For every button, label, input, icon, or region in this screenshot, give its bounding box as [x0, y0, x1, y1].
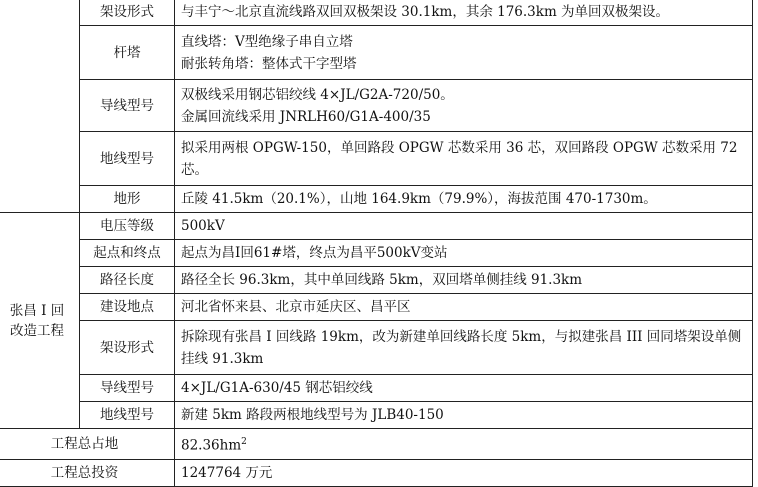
row-value: 河北省怀来县、北京市延庆区、昌平区 — [175, 294, 753, 321]
row-value: 新建 5km 路段两根地线型号为 JLB40-150 — [175, 402, 753, 429]
row-label: 导线型号 — [80, 80, 175, 132]
row-value: 路径全长 96.3km，其中单回线路 5km，双回塔单侧挂线 91.3km — [175, 267, 753, 294]
row-label: 架设形式 — [80, 0, 175, 26]
table-row — [0, 459, 753, 486]
row-label: 架设形式 — [80, 321, 175, 375]
summary-label: 工程总占地 — [0, 429, 175, 460]
row-label: 地线型号 — [80, 132, 175, 186]
row-value: 起点为昌Ⅰ回61#塔，终点为昌平500kV变站 — [175, 240, 753, 267]
row-value: 双极线采用钢芯铝绞线 4×JL/G2A-720/50。 金属回流线采用 JNRLH60/G1A-400/35 — [175, 80, 753, 132]
row-value: 与丰宁～北京直流线路双回双极架设 30.1km，其余 176.3km 为单回双极架设。 — [175, 0, 753, 26]
table-row — [0, 80, 753, 132]
table-row — [0, 240, 753, 267]
summary-value: 1247764 万元 — [175, 459, 753, 486]
row-value: 500kV — [175, 213, 753, 240]
table-row — [0, 0, 753, 26]
row-value: 4×JL/G1A-630/45 钢芯铝绞线 — [175, 375, 753, 402]
row-label: 建设地点 — [80, 294, 175, 321]
table-row — [0, 294, 753, 321]
table-row — [0, 402, 753, 429]
group-label-cell — [0, 0, 80, 213]
row-label: 电压等级 — [80, 213, 175, 240]
row-label: 杆塔 — [80, 26, 175, 80]
row-label: 地形 — [80, 186, 175, 213]
row-value: 拟采用两根 OPGW-150，单回路段 OPGW 芯数采用 36 芯，双回路段 OPGW 芯数采用 72 芯。 — [175, 132, 753, 186]
summary-label: 工程总投资 — [0, 459, 175, 486]
table-row — [0, 186, 753, 213]
row-label: 导线型号 — [80, 375, 175, 402]
table-row — [0, 429, 753, 460]
table-row — [0, 26, 753, 80]
table-row — [0, 267, 753, 294]
table-row — [0, 132, 753, 186]
table-row — [0, 213, 753, 240]
table-row — [0, 321, 753, 375]
row-label: 地线型号 — [80, 402, 175, 429]
row-value: 丘陵 41.5km（20.1%），山地 164.9km（79.9%），海拔范围 470-1730m。 — [175, 186, 753, 213]
group-label-cell: 张昌 I 回改造工程 — [0, 213, 80, 429]
row-label: 起点和终点 — [80, 240, 175, 267]
row-label: 路径长度 — [80, 267, 175, 294]
row-value: 拆除现有张昌 I 回线路 19km，改为新建单回线路长度 5km，与拟建张昌 III 回同塔架设单侧挂线 91.3km — [175, 321, 753, 375]
row-value: 直线塔：V型绝缘子串自立塔 耐张转角塔：整体式干字型塔 — [175, 26, 753, 80]
summary-value: $82.36hm^2$ — [175, 429, 753, 460]
table-row — [0, 375, 753, 402]
